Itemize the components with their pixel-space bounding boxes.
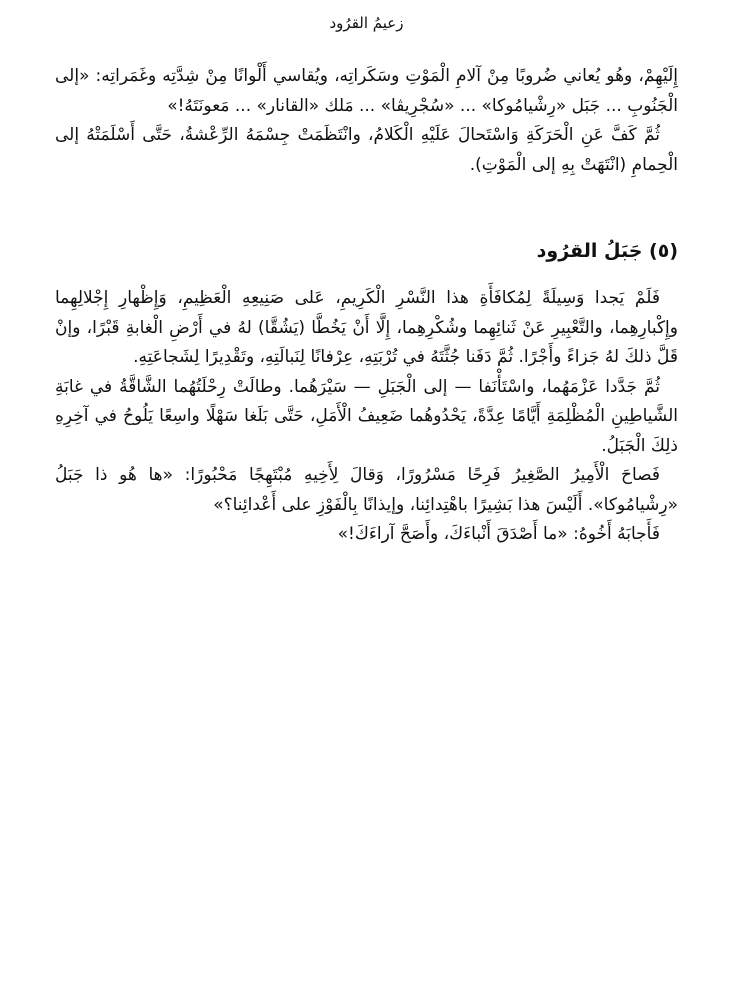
paragraph: ثُمَّ جَدَّدا عَزْمَهُما، واسْتَأْنَفا — إلى الْجَبَلِ — سَيْرَهُما. وطالَتْ رِحْلَتُهُما الشَّاقَّةُ في غابَةِ الشَّياطِينِ الْمُظْلِمَةِ أَيَّامًا عِدَّةً، يَحْدُوهُما ضَعِيفُ الْأَمَلِ، حَتَّى بَلَغا سَهْلًا واسِعًا يَلُوحُ في آخِرِهِ ذلِكَ الْجَبَلُ. — [55, 376, 678, 456]
section-heading: (٥) جَبَلُ القرُود — [536, 240, 678, 262]
paragraph: فَلَمْ يَجدا وَسِيلَةً لِمُكافَأَةِ هذا النَّسْرِ الْكَرِيمِ، عَلى صَنِيعِهِ الْعَظِيمِ، وَإِظْهارِ إِجْلالِهِما وإِكْبارِهِما، والتَّعْبِيرِ عَنْ ثَنائِهِما وشُكْرِهِما، إِلَّا أَنْ يَخُطَّا (يَشُقَّا) لهُ في أَرْضِ الْغابةِ قَبْرًا، وإنْ قَلَّ ذلكَ لهُ جَزاءً وأَجْرًا. ثُمَّ دَفَنا جُثَّتَهُ في تُرْبَتِهِ، عِرْفانًا لِنَبالَتِهِ، وتَقْدِيرًا لِشَجاعَتِهِ. — [55, 288, 678, 367]
paragraph: فَأَجابَهُ أَخُوهُ: «ما أَصْدَقَ أَنْباءَكَ، وأَصَحَّ آراءَكَ!» — [337, 524, 660, 544]
running-header: زعيمُ القرُود — [329, 14, 404, 32]
paragraph: ثُمَّ كَفَّ عَنِ الْحَرَكَةِ وَاسْتَحالَ عَلَيْهِ الْكَلامُ، وانْتَظَمَتْ جِسْمَهُ الرِّعْشةُ، حَتَّى أَسْلَمَتْهُ إلى الْحِمامِ (انْتَهَتْ بِهِ إلى الْمَوْتِ). — [55, 125, 678, 175]
paragraph: إِلَيْهِمْ، وهُو يُعاني ضُروبًا مِنْ آلامِ الْمَوْتِ وسَكَراتِه، ويُقاسي أَلْوانًا مِنْ شِدَّتِه وغَمَراتِه: «إلى الْجَنُوبِ ... جَبَل «رِشْيامُوكا» ... «سُجْرِيڤا» ... مَلك «القانار» ... مَعونَتَهُ!» — [55, 66, 678, 116]
paragraph: فَصاحَ الْأَمِيرُ الصَّغِيرُ فَرِحًا مَسْرُورًا، وَقالَ لِأَخِيهِ مُبْتَهِجًا مَحْبُورًا: «ها هُو ذا جَبَلُ «رِشْيامُوكا». أَلَيْسَ هذا بَشِيرًا باهْتِدائِنا، وإيذانًا بِالْفَوْزِ على أَعْدائِنا؟» — [55, 465, 678, 515]
section-two-text — [55, 284, 678, 550]
section-one-text — [55, 62, 678, 180]
